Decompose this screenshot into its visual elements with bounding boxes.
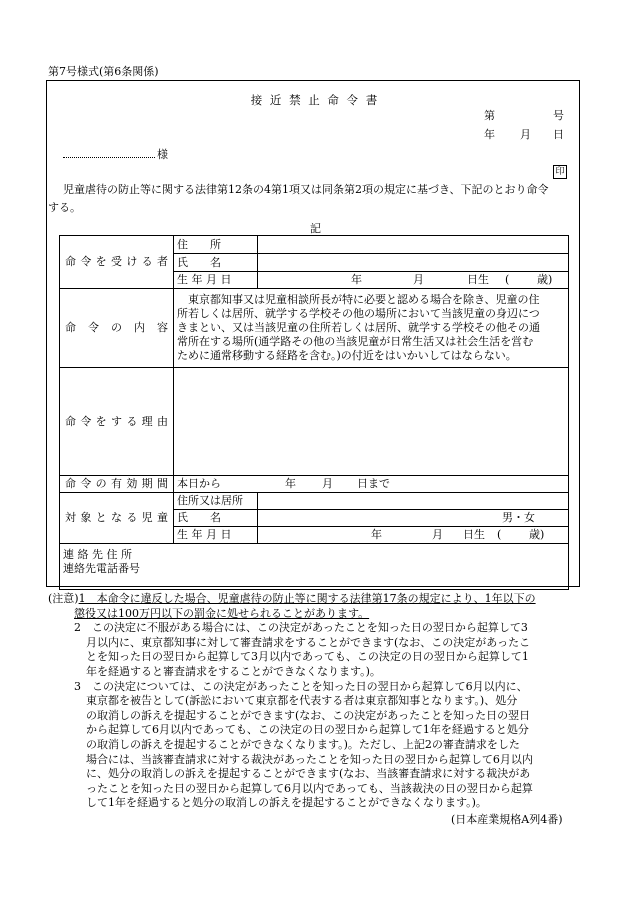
child-name-field[interactable] [258,510,569,527]
content-line: きまとい、又は当該児童の住所若しくは居所、就学する学校その他その通 [177,321,540,334]
notes-prefix: (注意) [48,592,79,605]
note-3-line: 東京都を被告として(訴訟において東京都を代表する者は東京都知事となります。)、処分 [86,694,518,708]
contact-address-label: 連 絡 先 住 所 [63,548,132,561]
child-address-field[interactable] [258,493,569,510]
form-number-label: 第7号様式(第6条関係) [48,65,159,78]
content-line: 所若しくは居所、就学する学校その他の場所において当該児童の身辺につ [177,307,540,320]
period-month: 月 [322,477,333,490]
child-birth-age: 歳) [529,528,545,541]
note-1-line-2: 懲役又は100万円以下の罰金に処せられることがあります。 [74,606,370,620]
note-3-line: ったことを知った日の翌日から起算して6月以内であっても、当該裁決の日の翌日から起算 [86,781,533,795]
reason-label: 命令をする理由 [60,368,174,476]
recipient-address-label: 住 所 [174,236,258,254]
order-content [174,289,569,368]
recipient-birth-field[interactable] [258,272,569,289]
note-2-line: とを知った日の翌日から起算して3月以内であっても、この決定の日の翌日から起算して1 [86,650,529,664]
recipient-birth-label: 生 年 月 日 [174,272,258,289]
note-3-line: から起算して6月以内であっても、この決定の日の翌日から起算して1年を経過すると処分 [86,723,529,737]
child-birth-age-open: ( [497,528,502,541]
note-3-line: に、処分の取消しの訴えを提起することができます(なお、当該審査請求に対する裁決があ [86,767,531,781]
ki-label: 記 [310,222,321,235]
recipient-name-field[interactable] [258,254,569,272]
contact-row[interactable] [60,544,569,590]
content-line: 常所在する場所(通学路その他の当該児童が日常生活又は社会生活を営む [177,335,534,348]
date-month: 月 [520,128,531,141]
addressee-line[interactable] [63,157,155,158]
intro-line-2: する。 [48,201,81,214]
birth-age-open: ( [505,273,510,286]
note-2-line: 月以内に、東京都知事に対して審査請求をすることができます(なお、この決定があったこ [86,635,531,649]
content-line: ために通常移動する経路を含む。)の付近をはいかいしてはならない。 [177,349,517,362]
contact-phone-label: 連絡先電話番号 [63,562,140,575]
period-from: 本日から [177,477,221,490]
child-sex[interactable]: 男・女 [502,511,535,524]
number-suffix: 号 [553,109,564,122]
intro-line-1: 児童虐待の防止等に関する法律第12条の4第1項又は同条第2項の規定に基づき、下記のとおり命令 [63,183,549,196]
child-birth-label: 生 年 月 日 [174,527,258,544]
birth-age: 歳) [537,273,553,286]
birth-day: 日生 [467,273,489,286]
note-3-line: 場合には、当該審査請求に対する裁決があったことを知った日の翌日から起算して6月以内 [86,752,533,766]
note-1-line-1: 1 本命令に違反した場合、児童虐待の防止等に関する法律第17条の規定により、1年以下の [78,592,536,605]
child-address-label: 住所又は居所 [174,493,258,510]
period-label: 命令の有効期間 [60,476,174,493]
note-3-line: の取消しの訴えを提起することができます(なお、この決定があったことを知った日の翌日 [86,708,531,722]
child-label: 対象となる児童 [60,493,174,544]
date-year: 年 [484,128,495,141]
content-line: 東京都知事又は児童相談所長が特に必要と認める場合を除き、児童の住 [177,293,540,306]
child-birth-year: 年 [371,528,382,541]
child-birth-field[interactable] [258,527,569,544]
birth-year: 年 [351,273,362,286]
note-2-line: 2 この決定に不服がある場合には、この決定があったことを知った日の翌日から起算して3 [74,621,528,635]
note-3-line: 3 この決定については、この決定があったことを知った日の翌日から起算して6月以内に、 [74,679,528,693]
period-until: 日まで [357,477,390,490]
recipient-label: 命令を受ける者 [60,236,174,289]
document-title: 接 近 禁 止 命 令 書 [250,93,380,107]
note-3-line: して1年を経過すると処分の取消しの訴えを提起することができなくなります。)。 [86,796,487,810]
content-label: 命 令 の 内 容 [60,289,174,368]
order-table [59,235,569,590]
notes-section [48,592,588,811]
number-prefix: 第 [484,109,495,122]
child-name-label: 氏 名 [174,510,258,527]
seal-mark: 印 [553,165,567,179]
date-day: 日 [553,128,564,141]
recipient-address-field[interactable] [258,236,569,254]
paper-size-note: (日本産業規格A列4番) [451,813,563,826]
recipient-name-label: 氏 名 [174,254,258,272]
reason-field[interactable] [174,368,569,476]
birth-month: 月 [413,273,424,286]
note-2-line: 年を経過すると審査請求をすることができなくなります。)。 [86,664,381,678]
child-birth-month: 月 [432,528,443,541]
addressee-suffix: 様 [157,148,168,161]
note-3-line: の取消しの訴えを提起することができなくなります。)。ただし、上記2の審査請求をした [86,737,520,751]
period-field[interactable] [174,476,569,493]
period-year: 年 [285,477,296,490]
child-birth-day: 日生 [463,528,485,541]
